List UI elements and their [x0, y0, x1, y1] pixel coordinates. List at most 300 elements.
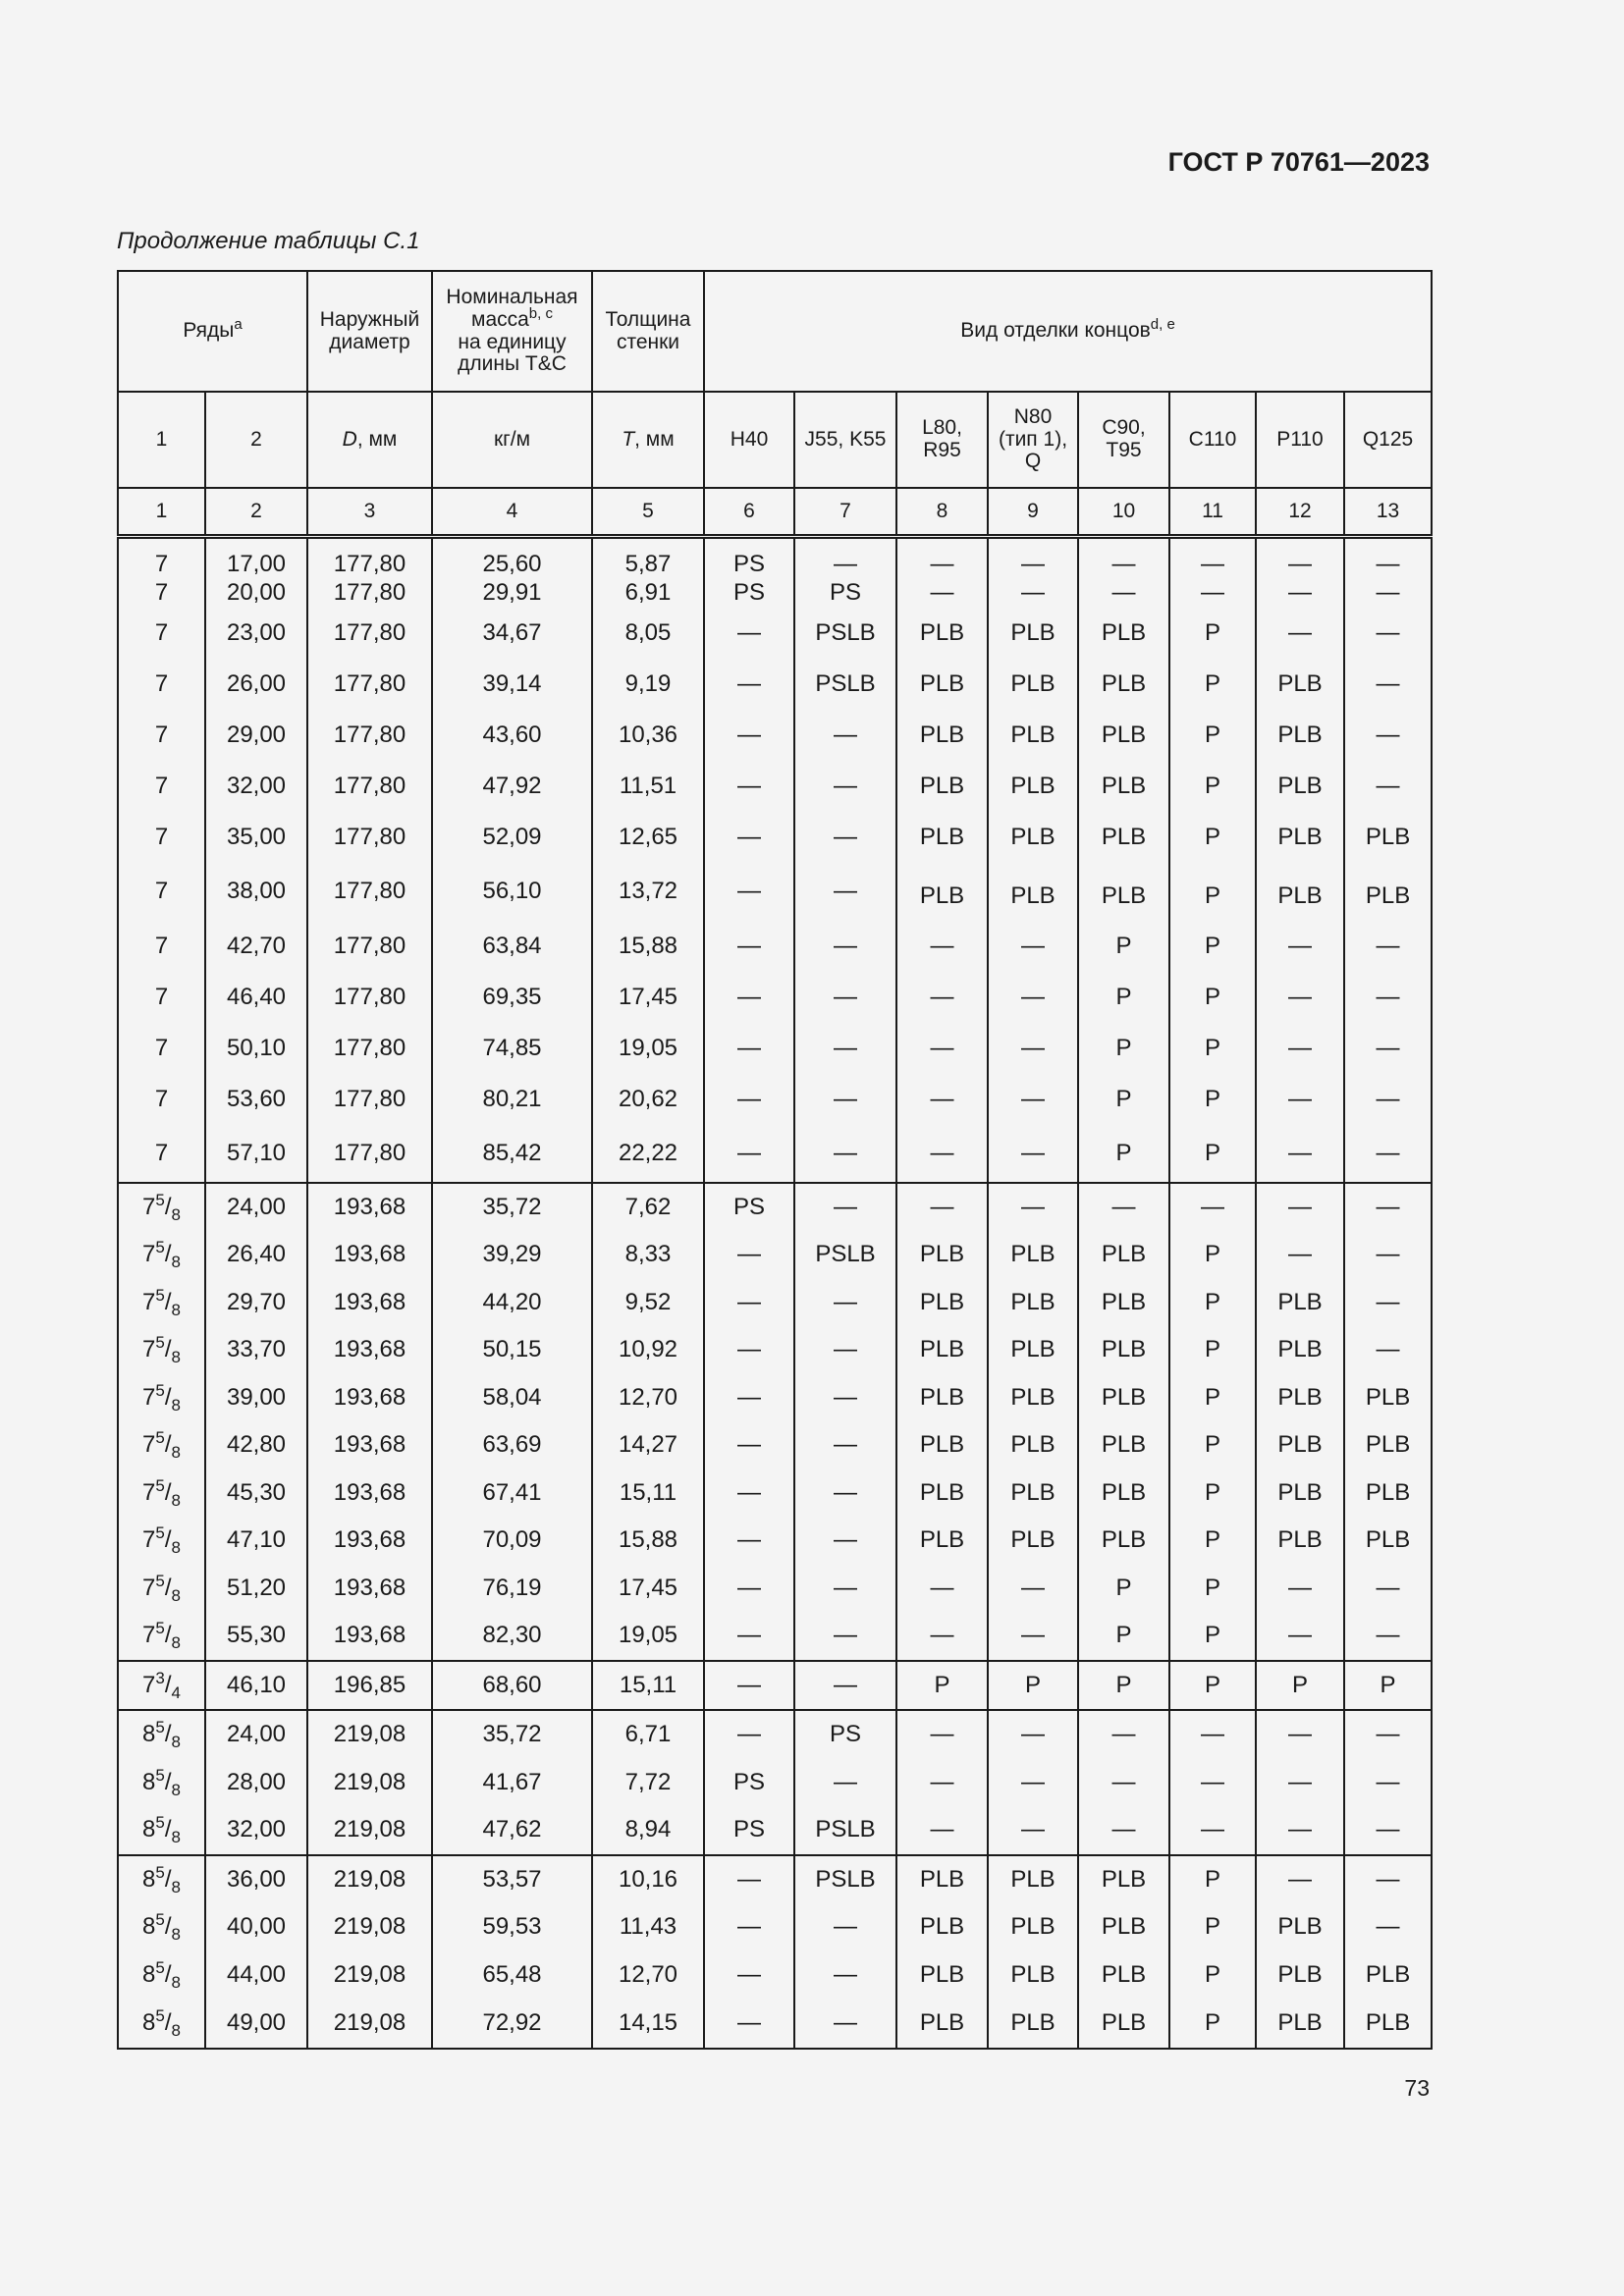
row-designation: 7: [118, 1125, 205, 1183]
table-cell: PLB: [896, 1279, 988, 1327]
table-cell: PLB: [1078, 1999, 1169, 2049]
table-cell: PLB: [896, 761, 988, 812]
table-row: [118, 863, 1432, 921]
row-designation: [118, 1612, 205, 1661]
table-cell: —: [1169, 1759, 1256, 1807]
table-cell: —: [704, 972, 794, 1023]
table-cell: 177,80: [307, 972, 432, 1023]
row-designation: 7: [118, 972, 205, 1023]
table-cell: —: [704, 1231, 794, 1279]
table-cell: 65,48: [432, 1951, 592, 2000]
table-cell: —: [896, 1074, 988, 1125]
table-cell: 44,20: [432, 1279, 592, 1327]
table-cell: 67,41: [432, 1469, 592, 1518]
table-cell: 35,72: [432, 1710, 592, 1759]
table-cell: —: [896, 921, 988, 972]
designation-denominator: 8: [171, 1633, 181, 1653]
row-designation: [118, 1806, 205, 1855]
designation-whole: 8: [142, 1960, 156, 1988]
designation-denominator: 8: [171, 1877, 181, 1896]
table-cell: —: [1344, 1074, 1432, 1125]
designation-whole: 8: [142, 1721, 156, 1748]
table-cell: P: [1169, 1612, 1256, 1661]
table-cell: —: [1256, 1612, 1344, 1661]
header-outer-diameter: Наружный диаметр: [307, 271, 432, 392]
table-cell: —: [704, 1710, 794, 1759]
table-cell: P: [1169, 1231, 1256, 1279]
table-row: [118, 1951, 1432, 2000]
table-cell: PLB: [988, 1855, 1078, 1904]
designation-denominator: 8: [171, 1828, 181, 1847]
table-cell: P: [1169, 761, 1256, 812]
fraction-slash: /: [164, 1622, 172, 1649]
row-designation: 7: [118, 710, 205, 761]
table-cell: P: [1078, 1023, 1169, 1074]
table-cell: 9,19: [592, 659, 704, 710]
table-cell: PLB: [1078, 710, 1169, 761]
table-cell: PSLB: [794, 1231, 896, 1279]
table-cell: —: [988, 1183, 1078, 1232]
designation-whole: 7: [142, 1671, 156, 1698]
header-col-2: 2: [205, 392, 307, 488]
column-number: 12: [1256, 488, 1344, 537]
table-cell: 32,00: [205, 761, 307, 812]
table-cell: 46,10: [205, 1661, 307, 1711]
row-designation: 7: [118, 608, 205, 659]
designation-denominator: 8: [171, 1300, 181, 1319]
table-cell: PSLB: [794, 659, 896, 710]
table-cell: PLB: [988, 1517, 1078, 1565]
table-cell: —: [794, 1517, 896, 1565]
table-cell: PLB: [1078, 1231, 1169, 1279]
table-cell: PLB: [1344, 812, 1432, 863]
table-cell: —: [1169, 537, 1256, 579]
table-cell: —: [1344, 1903, 1432, 1951]
table-cell: P: [1169, 1565, 1256, 1613]
table-cell: —: [794, 1759, 896, 1807]
table-cell: PLB: [896, 1903, 988, 1951]
table-cell: PLB: [988, 812, 1078, 863]
table-cell: 39,29: [432, 1231, 592, 1279]
table-cell: PLB: [1256, 1326, 1344, 1374]
designation-numerator: 5: [155, 1718, 165, 1737]
table-cell: —: [1078, 1806, 1169, 1855]
table-cell: 193,68: [307, 1183, 432, 1232]
designation-numerator: 5: [155, 1571, 165, 1590]
page-number: 73: [1404, 2075, 1430, 2101]
row-designation: 7: [118, 537, 205, 579]
table-cell: —: [704, 608, 794, 659]
table-cell: —: [704, 1517, 794, 1565]
table-cell: 12,70: [592, 1374, 704, 1422]
table-cell: —: [1256, 921, 1344, 972]
table-cell: PLB: [1078, 812, 1169, 863]
table-cell: 39,00: [205, 1374, 307, 1422]
table-cell: 17,00: [205, 537, 307, 579]
table-cell: —: [1344, 761, 1432, 812]
table-cell: 15,11: [592, 1661, 704, 1711]
column-number: 4: [432, 488, 592, 537]
table-cell: PSLB: [794, 1855, 896, 1904]
table-cell: 58,04: [432, 1374, 592, 1422]
table-cell: 8,05: [592, 608, 704, 659]
table-cell: P: [1169, 1374, 1256, 1422]
table-cell: 29,91: [432, 578, 592, 608]
table-row: [118, 1231, 1432, 1279]
table-cell: —: [896, 1125, 988, 1183]
table-cell: —: [988, 1710, 1078, 1759]
table-cell: —: [704, 812, 794, 863]
fraction-slash: /: [164, 1671, 172, 1698]
designation-numerator: 5: [155, 1380, 165, 1400]
table-row: [118, 659, 1432, 710]
designation-denominator: 8: [171, 1925, 181, 1945]
table-cell: 44,00: [205, 1951, 307, 2000]
designation-denominator: 8: [171, 1538, 181, 1558]
designation-numerator: 5: [155, 1862, 165, 1882]
table-cell: PLB: [1256, 1421, 1344, 1469]
table-cell: —: [1344, 608, 1432, 659]
table-cell: 177,80: [307, 812, 432, 863]
table-row: [118, 1612, 1432, 1661]
header-end-finish: [704, 271, 1432, 392]
table-cell: —: [896, 972, 988, 1023]
table-cell: 47,62: [432, 1806, 592, 1855]
footnote-marker: a: [234, 316, 243, 334]
document-standard-header: ГОСТ Р 70761—2023: [1167, 147, 1430, 177]
table-cell: —: [988, 537, 1078, 579]
table-cell: —: [1344, 1023, 1432, 1074]
table-row: [118, 608, 1432, 659]
designation-whole: 7: [142, 1288, 156, 1315]
row-designation: [118, 1710, 205, 1759]
row-designation: 7: [118, 1074, 205, 1125]
table-cell: —: [794, 812, 896, 863]
table-cell: 55,30: [205, 1612, 307, 1661]
table-cell: PLB: [1078, 1326, 1169, 1374]
table-cell: —: [1256, 1710, 1344, 1759]
table-cell: PLB: [1078, 1855, 1169, 1904]
table-cell: 70,09: [432, 1517, 592, 1565]
fraction-slash: /: [164, 1913, 172, 1941]
table-cell: 219,08: [307, 1951, 432, 2000]
row-designation: 7: [118, 761, 205, 812]
table-cell: —: [794, 1374, 896, 1422]
designation-denominator: 8: [171, 1733, 181, 1752]
table-cell: —: [704, 863, 794, 921]
table-row: [118, 1855, 1432, 1904]
table-cell: P: [1169, 1855, 1256, 1904]
table-cell: P: [1169, 1125, 1256, 1183]
table-cell: 193,68: [307, 1326, 432, 1374]
table-cell: PLB: [1256, 1374, 1344, 1422]
table-cell: —: [1344, 1806, 1432, 1855]
table-row: [118, 1710, 1432, 1759]
table-cell: 193,68: [307, 1612, 432, 1661]
table-cell: PLB: [1078, 1469, 1169, 1518]
table-row: [118, 1125, 1432, 1183]
header-mass-label: Номинальная масса: [446, 286, 578, 331]
table-cell: —: [794, 710, 896, 761]
table-cell: —: [1169, 1183, 1256, 1232]
column-number: 13: [1344, 488, 1432, 537]
column-number: 3: [307, 488, 432, 537]
table-cell: 82,30: [432, 1612, 592, 1661]
table-cell: —: [1078, 578, 1169, 608]
table-cell: 20,62: [592, 1074, 704, 1125]
table-cell: 8,94: [592, 1806, 704, 1855]
table-cell: PLB: [1078, 1374, 1169, 1422]
row-designation: [118, 1421, 205, 1469]
table-cell: 7,62: [592, 1183, 704, 1232]
table-cell: —: [1256, 537, 1344, 579]
table-cell: —: [1344, 710, 1432, 761]
table-cell: PS: [794, 1710, 896, 1759]
table-cell: —: [704, 1125, 794, 1183]
column-number: 7: [794, 488, 896, 537]
table-cell: 177,80: [307, 608, 432, 659]
table-cell: 38,00: [205, 863, 307, 921]
header-wall-thickness: Толщина стенки: [592, 271, 704, 392]
table-cell: P: [1169, 1661, 1256, 1711]
table-cell: 193,68: [307, 1421, 432, 1469]
table-row: [118, 1469, 1432, 1518]
table-cell: PLB: [1078, 1951, 1169, 2000]
table-cell: —: [1256, 1231, 1344, 1279]
table-cell: —: [704, 1565, 794, 1613]
table-cell: PLB: [1078, 1903, 1169, 1951]
table-cell: PLB: [1256, 1469, 1344, 1518]
table-cell: 40,00: [205, 1903, 307, 1951]
grade-l80-r95: L80, R95: [896, 392, 988, 488]
table-cell: —: [1256, 1855, 1344, 1904]
table-cell: —: [896, 1183, 988, 1232]
unit-mm: , мм: [634, 427, 675, 451]
table-cell: PS: [704, 578, 794, 608]
table-cell: —: [1169, 1710, 1256, 1759]
table-cell: PLB: [988, 710, 1078, 761]
designation-numerator: 5: [155, 1619, 165, 1638]
table-cell: 177,80: [307, 659, 432, 710]
table-cell: 196,85: [307, 1661, 432, 1711]
table-cell: —: [794, 1421, 896, 1469]
table-cell: PLB: [988, 1326, 1078, 1374]
designation-denominator: 8: [171, 1490, 181, 1510]
header-nominal-mass: [432, 271, 592, 392]
table-cell: P: [1169, 1421, 1256, 1469]
column-number: 9: [988, 488, 1078, 537]
table-row: [118, 972, 1432, 1023]
row-designation: [118, 1999, 205, 2049]
designation-numerator: 5: [155, 1813, 165, 1833]
designation-numerator: 5: [155, 1475, 165, 1495]
table-cell: P: [1169, 1517, 1256, 1565]
table-cell: PLB: [1344, 1999, 1432, 2049]
designation-denominator: 8: [171, 1585, 181, 1605]
table-cell: —: [794, 921, 896, 972]
table-cell: —: [794, 761, 896, 812]
table-cell: 12,65: [592, 812, 704, 863]
table-cell: P: [1169, 972, 1256, 1023]
table-cell: —: [988, 1074, 1078, 1125]
table-cell: 45,30: [205, 1469, 307, 1518]
table-cell: PLB: [1256, 1951, 1344, 2000]
table-cell: —: [988, 972, 1078, 1023]
table-cell: PLB: [896, 1855, 988, 1904]
table-row: [118, 1517, 1432, 1565]
designation-numerator: 3: [155, 1668, 165, 1687]
table-cell: PLB: [1344, 1421, 1432, 1469]
row-designation: [118, 1326, 205, 1374]
table-cell: PLB: [896, 1951, 988, 2000]
grade-c110: C110: [1169, 392, 1256, 488]
table-cell: —: [1344, 972, 1432, 1023]
table-cell: PLB: [1256, 1517, 1344, 1565]
table-cell: —: [896, 1710, 988, 1759]
row-designation: [118, 1565, 205, 1613]
table-cell: PSLB: [794, 608, 896, 659]
table-cell: —: [704, 1855, 794, 1904]
table-cell: —: [794, 972, 896, 1023]
fraction-slash: /: [164, 1478, 172, 1506]
designation-numerator: 5: [155, 1190, 165, 1209]
table-cell: —: [704, 1074, 794, 1125]
table-cell: 177,80: [307, 578, 432, 608]
table-cell: PLB: [896, 1326, 988, 1374]
unit-mm: , мм: [356, 427, 398, 451]
table-cell: P: [1169, 1903, 1256, 1951]
table-cell: —: [1256, 1565, 1344, 1613]
fraction-slash: /: [164, 1768, 172, 1795]
table-cell: PLB: [988, 1279, 1078, 1327]
table-cell: P: [1169, 1074, 1256, 1125]
table-cell: 85,42: [432, 1125, 592, 1183]
table-cell: 11,51: [592, 761, 704, 812]
table-cell: —: [704, 659, 794, 710]
table-cell: —: [1256, 608, 1344, 659]
table-cell: —: [1256, 1183, 1344, 1232]
designation-whole: 7: [142, 1574, 156, 1601]
table-cell: PLB: [1078, 1517, 1169, 1565]
table-cell: —: [1344, 1612, 1432, 1661]
row-designation: 7: [118, 578, 205, 608]
row-designation: [118, 1374, 205, 1422]
table-cell: 219,08: [307, 1806, 432, 1855]
table-cell: 57,10: [205, 1125, 307, 1183]
table-cell: —: [896, 1612, 988, 1661]
fraction-slash: /: [164, 2009, 172, 2037]
table-cell: PLB: [988, 761, 1078, 812]
column-number: 2: [205, 488, 307, 537]
table-row: [118, 1999, 1432, 2049]
footnote-marker: b, c: [528, 304, 553, 322]
table-cell: PLB: [1256, 659, 1344, 710]
table-cell: PS: [704, 537, 794, 579]
designation-numerator: 5: [155, 1238, 165, 1257]
table-row: [118, 1279, 1432, 1327]
row-designation: [118, 1903, 205, 1951]
table-cell: —: [1256, 1806, 1344, 1855]
table-cell: P: [896, 1661, 988, 1711]
table-cell: 219,08: [307, 1855, 432, 1904]
table-cell: —: [794, 1903, 896, 1951]
table-cell: P: [988, 1661, 1078, 1711]
designation-whole: 8: [142, 2009, 156, 2037]
table-cell: 12,70: [592, 1951, 704, 2000]
table-cell: —: [896, 1023, 988, 1074]
table-cell: 46,40: [205, 972, 307, 1023]
table-cell: —: [704, 761, 794, 812]
table-cell: 9,52: [592, 1279, 704, 1327]
table-cell: 193,68: [307, 1279, 432, 1327]
table-cell: PLB: [988, 863, 1078, 921]
table-row: [118, 710, 1432, 761]
table-cell: —: [794, 863, 896, 921]
column-number: 11: [1169, 488, 1256, 537]
table-cell: 26,40: [205, 1231, 307, 1279]
table-cell: 177,80: [307, 863, 432, 921]
table-cell: —: [704, 1661, 794, 1711]
table-cell: —: [704, 1903, 794, 1951]
table-cell: PLB: [988, 1231, 1078, 1279]
table-row: [118, 1661, 1432, 1711]
designation-whole: 7: [142, 1193, 156, 1220]
table-cell: PLB: [1256, 761, 1344, 812]
row-designation: [118, 1231, 205, 1279]
table-cell: —: [704, 1951, 794, 2000]
table-cell: —: [794, 1661, 896, 1711]
designation-whole: 8: [142, 1913, 156, 1941]
table-cell: 7,72: [592, 1759, 704, 1807]
table-cell: —: [794, 1951, 896, 2000]
table-cell: —: [704, 710, 794, 761]
table-cell: —: [1078, 1710, 1169, 1759]
table-cell: 177,80: [307, 1125, 432, 1183]
table-cell: —: [1256, 1759, 1344, 1807]
table-cell: 35,72: [432, 1183, 592, 1232]
table-cell: 51,20: [205, 1565, 307, 1613]
row-designation: [118, 1855, 205, 1904]
table-cell: —: [896, 1759, 988, 1807]
table-cell: 80,21: [432, 1074, 592, 1125]
grade-c90-t95: C90, T95: [1078, 392, 1169, 488]
table-cell: PLB: [1256, 1279, 1344, 1327]
casing-spec-table: [117, 270, 1433, 2050]
table-cell: —: [704, 1023, 794, 1074]
table-cell: P: [1256, 1661, 1344, 1711]
designation-denominator: 8: [171, 1395, 181, 1415]
table-cell: 10,92: [592, 1326, 704, 1374]
table-cell: PLB: [896, 1999, 988, 2049]
table-cell: PLB: [896, 1421, 988, 1469]
table-cell: 193,68: [307, 1565, 432, 1613]
table-cell: PLB: [896, 1469, 988, 1518]
table-cell: —: [988, 578, 1078, 608]
table-cell: PLB: [1344, 1517, 1432, 1565]
table-cell: —: [1344, 1279, 1432, 1327]
table-cell: 23,00: [205, 608, 307, 659]
table-cell: 19,05: [592, 1023, 704, 1074]
table-cell: —: [1344, 537, 1432, 579]
table-cell: 36,00: [205, 1855, 307, 1904]
row-designation: [118, 1469, 205, 1518]
table-cell: P: [1169, 1326, 1256, 1374]
table-cell: —: [794, 1469, 896, 1518]
table-cell: 50,10: [205, 1023, 307, 1074]
grade-h40: H40: [704, 392, 794, 488]
table-cell: PS: [794, 578, 896, 608]
symbol-t: T: [622, 427, 635, 451]
